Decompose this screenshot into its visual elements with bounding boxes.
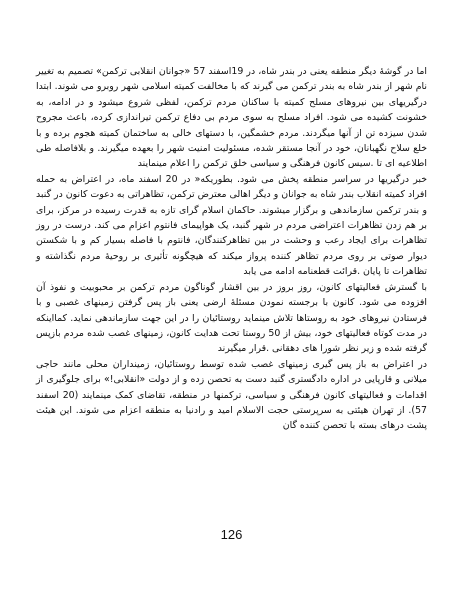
page-number: 126 — [220, 527, 243, 542]
body-text — [36, 64, 427, 434]
paragraph-4: در اعتراض به باز پس گیری زمینهای غصب شده توسط روستائیان، زمینداران محلی مانند حاجی میلانی و قارپایی در اداره دادگستری گنبد دست به تحصن زده و از دولت «انقلابی!» برای جلوگیری از اقدامات و فعالیتهای کانون فرهنگی و سیاسی، ترکمنها در منطقه، تقاضای کمک مینمایند (20 اسفند 57). از تهران هیئتی به سرپرستی حجت الاسلام امید و رادنیا به منطقه اعزام می شوند. این هیئت پشت درهای بسته با تحصن کننده گان — [36, 358, 427, 432]
paragraph-1: اما در گوشۀ دیگر منطقه یعنی در بندر شاه، در 19اسفند 57 «جوانان انقلابی ترکمن» تصمیم به تغییر نام شهر از بندر شاه به بندر ترکمن می گیرند که با مخالفت کمیته اسلامی شهر روبرو می شوند. ابتدا درگیریهای بین نیروهای مسلح کمیته با ساکنان مردم ترکمن، لفظی شروع میشود و در ادامه، به خشونت کشیده می شود. افراد مسلح به سوی مردم بی دفاع ترکمن تیراندازی کرده، باعث مجروح شدن سیزده تن از آنها میگردند. مردم خشمگین، با دستهای خالی به ساختمان کمیته هجوم برده و با خلع سلاح نگهبانان، خود در آنجا مستقر شده، مسئولیت امنیت شهر را بعهده میگیرند. و بلافاصله طی اطلاعیه ای تا .سیس کانون فرهنگی و سیاسی خلق ترکمن را اعلام مینمایند — [36, 66, 427, 170]
paragraph-2: خبر درگیریها در سراسر منطقه پخش می شود. بطوریکه« در 20 اسفند ماه، در اعتراض به حمله افراد کمیته انقلاب بندر شاه به جوانان و دیگر اهالی معترض ترکمن، تظاهراتی به دعوت کانون در گنبد و بندر ترکمن سازماندهی و برگزار میشوند. حاکمان اسلام گرای تازه به قدرت رسیده در مرکز، برای بر هم زدن تظاهرات اعتراضی مردم در شهر گنبد، یک هواپیمای فانتوم اعزام می کند. درست در روز تظاهرات برای ایجاد رعب و وحشت در بین تظاهرکنندگان، فانتوم با فاصله بسیار کم و با شکستن دیوار صوتی بر روی مردم تظاهر کننده پرواز میکند که هیچگونه تأثیری بر روحیۀ مردم نگذاشته و تظاهرات تا پایان .قرائت قطعنامه ادامه می یابد — [36, 173, 427, 278]
paragraph-3: با گسترش فعالیتهای کانون، روز بروز در بین اقشار گوناگون مردم ترکمن بر محبوبیت و نفوذ آن افزوده می شود. کانون با برجسته نمودن مسئلۀ ارضی یعنی باز پس گرفتن زمینهای غصبی و با فرستادن نیروهای خود به روستاها تلاش مینماید روستائیان را در این جهت سازماندهی نماید. کمااینکه در مدت کوتاه فعالیتهای خود، بیش از 50 روستا تحت هدایت کانون، زمینهای غصب شده مردم بازپس گرفته شده و زیر نظر شورا های دهقانی .قرار میگیرند — [36, 281, 427, 355]
